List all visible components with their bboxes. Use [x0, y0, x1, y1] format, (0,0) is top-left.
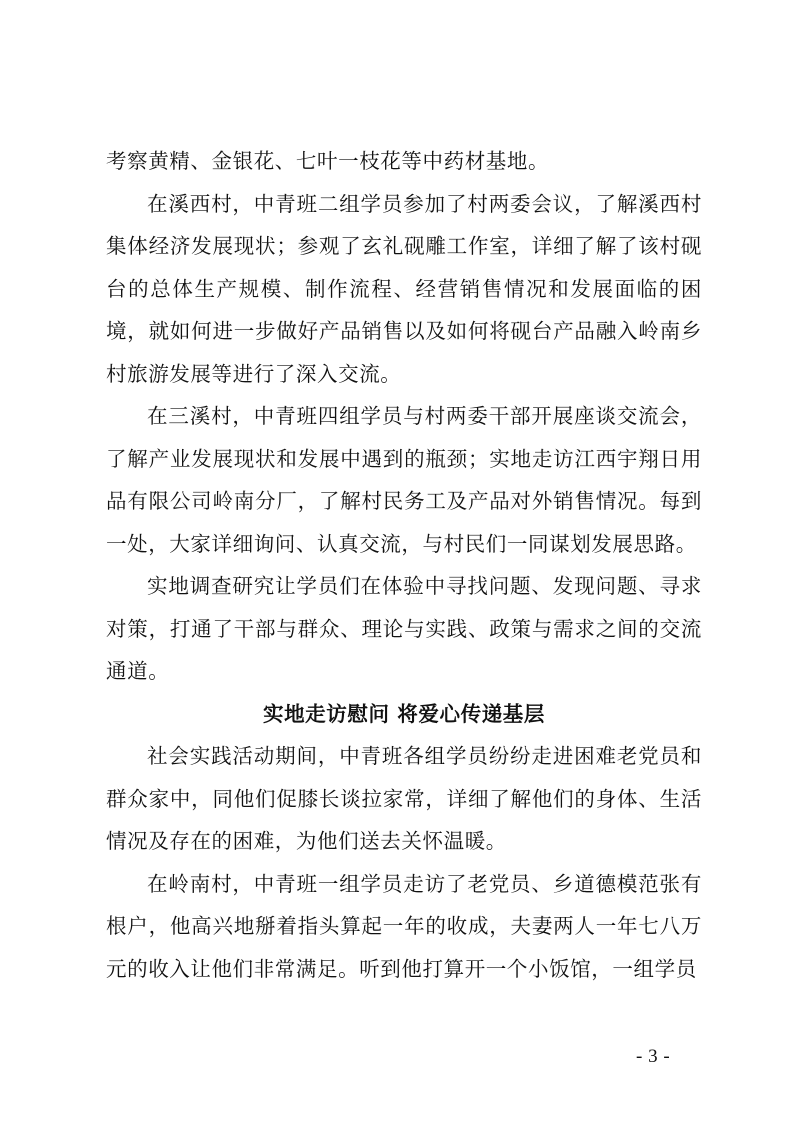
paragraph-lingnan-village: 在岭南村，中青班一组学员走访了老党员、乡道德模范张有根户，他高兴地掰着指头算起一年的收成，夫妻两人一年七八万元的收入让他们非常满足。听到他打算开一个小饭馆，一组学员: [106, 871, 702, 981]
paragraph-xixi-village: 在溪西村，中青班二组学员参加了村两委会议，了解溪西村集体经济发展现状；参观了玄礼砚雕工作室，详细了解了该村砚台的总体生产规模、制作流程、经营销售情况和发展面临的困境，就如何进一步做好产品销售以及如何将砚台产品融入岭南乡村旅游发展等进行了深入交流。: [106, 191, 702, 386]
paragraph-sanxi-village: 在三溪村，中青班四组学员与村两委干部开展座谈交流会，了解产业发展现状和发展中遇到的瓶颈；实地走访江西宇翔日用品有限公司岭南分厂，了解村民务工及产品对外销售情况。每到一处，大家详细询问、认真交流，与村民们一同谋划发展思路。: [106, 404, 702, 556]
paragraph-visits-overview: 社会实践活动期间，中青班各组学员纷纷走进困难老党员和群众家中，同他们促膝长谈拉家常，详细了解他们的身体、生活情况及存在的困难，为他们送去关怀温暖。: [106, 744, 702, 853]
page-number: - 3 -: [636, 1046, 671, 1067]
paragraph-continued: 考察黄精、金银花、七叶一枝花等中药材基地。: [106, 149, 550, 173]
section-heading: 实地走访慰问 将爱心传递基层: [262, 701, 546, 726]
body-text: [106, 140, 702, 990]
paragraph-field-research-summary: 实地调查研究让学员们在体验中寻找问题、发现问题、寻求对策，打通了干部与群众、理论与实践、政策与需求之间的交流通道。: [106, 574, 702, 683]
